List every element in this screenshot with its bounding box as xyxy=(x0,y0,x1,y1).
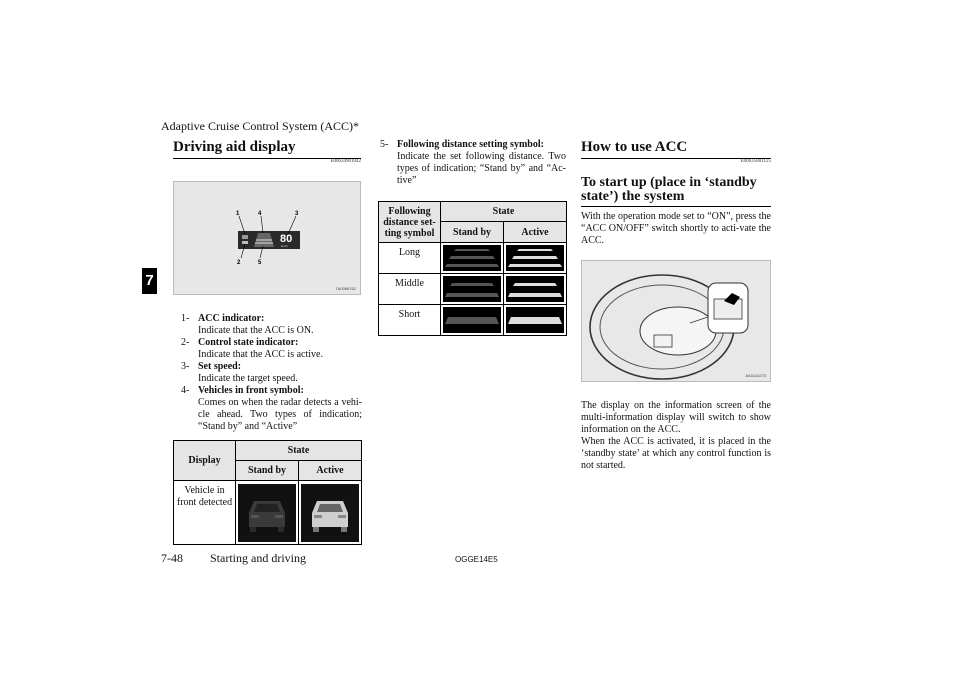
item-number: 2- xyxy=(181,337,190,348)
distance-short-standby-icon xyxy=(443,307,501,333)
col-display: Display xyxy=(174,441,236,481)
subheading-startup: To start up (place in ‘standby state’) the system xyxy=(581,176,771,207)
short-active-cell xyxy=(504,305,567,336)
item-description: Indicate the set following distance. Two types of indication; “Stand by” and “Ac-tive” xyxy=(397,151,566,186)
short-standby-cell xyxy=(441,305,504,336)
wheel-hub xyxy=(640,307,716,355)
set-speed-unit: km/h xyxy=(281,244,288,248)
callout-3: 3 xyxy=(295,211,299,217)
distance-middle-standby-icon xyxy=(443,276,501,302)
para-activate: With the operation mode set to “ON”, press the “ACC ON/OFF” switch shortly to acti-vate the ACC. xyxy=(581,211,771,246)
item-title: Set speed: xyxy=(198,361,242,372)
para-display-switch: The display on the information screen of the multi-information display will switch to show information on the ACC. xyxy=(581,400,771,435)
col-standby: Stand by xyxy=(236,461,299,481)
list-item xyxy=(181,385,362,433)
col-standby: Stand by xyxy=(441,222,504,243)
list-item xyxy=(181,313,362,337)
callout-5: 5 xyxy=(258,260,262,266)
set-speed-value: 80 xyxy=(280,233,293,245)
callout-4: 4 xyxy=(258,211,262,217)
driving-aid-display-figure xyxy=(173,181,361,295)
list-item xyxy=(181,361,362,385)
vehicle-front-table xyxy=(173,440,362,545)
distance-short-active-icon xyxy=(506,307,564,333)
item-number: 5- xyxy=(380,139,389,150)
long-active-cell xyxy=(504,243,567,274)
item-description: Indicate the target speed. xyxy=(198,373,298,384)
item-title: ACC indicator: xyxy=(198,313,265,324)
following-distance-table xyxy=(378,201,567,336)
section-code: E00634901042 xyxy=(330,159,361,164)
section-title-driving-aid: Driving aid display xyxy=(173,139,361,159)
steering-wheel-illustration xyxy=(582,261,772,383)
callout-1: 1 xyxy=(236,211,240,217)
col-state: State xyxy=(236,441,362,461)
footer-section: Starting and driving xyxy=(210,551,306,565)
indicator-list xyxy=(181,313,362,433)
chapter-tab: 7 xyxy=(142,268,157,294)
item-description: Indicate that the ACC is active. xyxy=(198,349,323,360)
item-title: Control state indicator: xyxy=(198,337,299,348)
item-title: Vehicles in front symbol: xyxy=(198,385,304,396)
acc-indicator-mark xyxy=(242,235,248,239)
distance-middle-active-icon xyxy=(506,276,564,302)
para-standby-state: When the ACC is activated, it is placed in the ‘standby state’ at which any control function is not started. xyxy=(581,436,771,471)
item-5 xyxy=(380,139,566,187)
display-illustration xyxy=(174,182,362,296)
right-section-header xyxy=(581,139,771,164)
item-number: 4- xyxy=(181,385,190,396)
item-number: 3- xyxy=(181,361,190,372)
active-cell xyxy=(299,481,362,545)
left-switch-pad xyxy=(654,335,672,347)
callout-line-4 xyxy=(261,216,263,233)
steering-wheel-figure xyxy=(581,260,771,382)
row-vehicle-label: Vehicle in front detected xyxy=(174,481,236,545)
item-title: Following distance setting symbol: xyxy=(397,139,544,150)
row-middle-label: Middle xyxy=(379,274,441,305)
col-active: Active xyxy=(299,461,362,481)
page-number: 7-48 xyxy=(161,551,183,565)
standby-cell xyxy=(236,481,299,545)
control-state-mark xyxy=(242,241,248,244)
car-rear-active-icon xyxy=(301,484,359,542)
list-item xyxy=(380,139,566,187)
document-code: OGGE14E5 xyxy=(455,555,498,564)
col-state: State xyxy=(441,202,567,222)
row-short-label: Short xyxy=(379,305,441,336)
running-header: Adaptive Cruise Control System (ACC)* xyxy=(161,119,359,133)
row-long-label: Long xyxy=(379,243,441,274)
item-description: Indicate that the ACC is ON. xyxy=(198,325,314,336)
item-description: Comes on when the radar detects a vehi-cle ahead. Two types of indication; “Stand by” and “Active” xyxy=(198,397,362,432)
distance-long-standby-icon xyxy=(443,245,501,271)
figure-code: TA0066762 xyxy=(335,286,356,291)
item-number: 1- xyxy=(181,313,190,324)
middle-active-cell xyxy=(504,274,567,305)
section-code: E00635001125 xyxy=(740,159,771,164)
distance-long-active-icon xyxy=(506,245,564,271)
long-standby-cell xyxy=(441,243,504,274)
middle-standby-cell xyxy=(441,274,504,305)
section-title-how-to-use: How to use ACC xyxy=(581,139,771,159)
callout-2: 2 xyxy=(237,260,241,266)
col-symbol: Following distance set-ting symbol xyxy=(379,202,441,243)
figure-code: AA0114273 xyxy=(745,373,766,378)
list-item xyxy=(181,337,362,361)
col-active: Active xyxy=(504,222,567,243)
left-section-header xyxy=(173,139,361,164)
car-rear-standby-icon xyxy=(238,484,296,542)
